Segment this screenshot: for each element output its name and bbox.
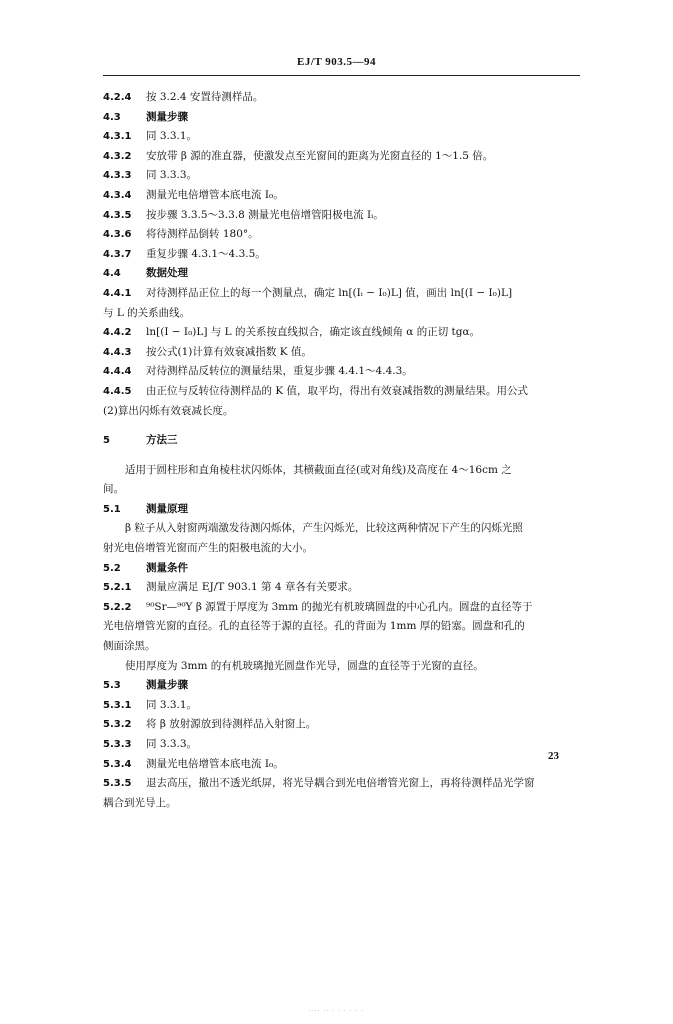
clause-text: 与 L 的关系曲线。 — [103, 306, 191, 319]
text-line — [103, 539, 581, 559]
clause-text: (2)算出闪烁有效衰减长度。 — [103, 404, 234, 417]
clause-text: 同 3.3.1。 — [146, 130, 198, 143]
document-body — [103, 88, 581, 813]
clause-text: 测量应满足 EJ/T 903.1 第 4 章各有关要求。 — [146, 581, 359, 594]
text-line — [103, 147, 581, 167]
text-line — [103, 402, 581, 422]
clause-number: 5.3 — [103, 680, 121, 692]
clause-number: 4.4.5 — [103, 385, 132, 397]
heading-text: 方法三 — [146, 434, 178, 447]
clause-text: 使用厚度为 3mm 的有机玻璃抛光圆盘作光导，圆盘的直径等于光窗的直径。 — [125, 659, 484, 672]
text-line — [103, 598, 581, 618]
text-line — [103, 519, 581, 539]
text-line — [103, 794, 581, 814]
clause-number: 4.3.1 — [103, 131, 132, 143]
clause-number: 4.3.6 — [103, 229, 132, 241]
section-heading — [103, 108, 581, 128]
clause-number: 4.4.4 — [103, 366, 132, 378]
clause-number: 5.3.1 — [103, 699, 132, 711]
text-line — [103, 617, 581, 637]
heading-text: 测量原理 — [146, 502, 188, 515]
footer-mark: ···· ·· · · · · · · — [308, 1008, 365, 1015]
text-line — [103, 657, 581, 677]
page-number: 23 — [548, 750, 559, 762]
text-line — [103, 206, 581, 226]
clause-text: 耦合到光导上。 — [103, 796, 177, 809]
section-heading — [103, 500, 581, 520]
clause-number: 4.2.4 — [103, 92, 132, 103]
clause-number: 5.3.4 — [103, 758, 132, 770]
text-line — [103, 480, 581, 500]
text-line — [103, 774, 581, 794]
page-header: EJ/T 903.5—94 — [296, 56, 377, 68]
clause-number: 5.3.2 — [103, 719, 132, 731]
clause-text: β 粒子从入射窗两端激发待测闪烁体，产生闪烁光，比较这两种情况下产生的闪烁光照 — [125, 522, 523, 535]
text-line — [103, 461, 581, 481]
text-line — [103, 323, 581, 343]
clause-number: 4.3.5 — [103, 209, 132, 221]
clause-number: 4.3 — [103, 111, 121, 123]
text-line — [103, 637, 581, 657]
clause-number: 5.2 — [103, 562, 121, 574]
heading-text: 测量步骤 — [146, 110, 188, 123]
clause-number: 4.4.1 — [103, 287, 132, 299]
clause-number: 4.4 — [103, 268, 121, 280]
clause-number: 4.3.3 — [103, 170, 132, 182]
clause-text: 间。 — [103, 483, 124, 496]
clause-number: 5.3.5 — [103, 778, 132, 790]
clause-text: 将 β 放射源放到待测样品入射窗上。 — [146, 718, 317, 731]
clause-text: 按步骤 3.3.5～3.3.8 测量光电倍增管阳极电流 Iᵢ。 — [146, 208, 384, 221]
section-heading — [103, 431, 581, 451]
clause-text: 适用于圆柱形和直角棱柱状闪烁体，其横截面直径(或对角线)及高度在 4～16cm 之 — [125, 463, 512, 476]
clause-number: 4.3.7 — [103, 248, 132, 260]
clause-number: 5.1 — [103, 503, 121, 515]
text-line — [103, 284, 581, 304]
clause-number: 4.3.4 — [103, 189, 132, 201]
clause-number: 5.3.3 — [103, 739, 132, 750]
clause-text: 测量光电倍增管本底电流 I₀。 — [146, 188, 284, 201]
clause-text: 对待测样品反转位的测量结果，重复步骤 4.4.1～4.4.3。 — [146, 365, 413, 378]
text-line — [103, 343, 581, 363]
clause-text: 同 3.3.1。 — [146, 698, 198, 711]
text-line — [103, 225, 581, 245]
clause-text: 按 3.2.4 安置待测样品。 — [146, 91, 264, 103]
text-line — [103, 88, 581, 108]
text-line — [103, 735, 581, 755]
text-line — [103, 362, 581, 382]
clause-text: ln[(I − I₀)L] 与 L 的关系按直线拟合，确定该直线倾角 α 的正切 tgα。 — [146, 326, 481, 339]
clause-text: 侧面涂黑。 — [103, 640, 156, 653]
clause-number: 5 — [103, 435, 110, 447]
clause-text: 射光电倍增管光窗而产生的阳极电流的大小。 — [103, 542, 313, 555]
header-rule — [103, 75, 580, 76]
text-line — [103, 186, 581, 206]
clause-text: 测量光电倍增管本底电流 I₀。 — [146, 757, 284, 770]
section-gap — [103, 421, 581, 431]
clause-text: 重复步骤 4.3.1～4.3.5。 — [146, 247, 266, 260]
heading-text: 数据处理 — [146, 267, 188, 280]
section-heading — [103, 264, 581, 284]
text-line — [103, 166, 581, 186]
clause-text: 同 3.3.3。 — [146, 738, 198, 750]
clause-text: ⁹⁰Sr—⁹⁰Y β 源置于厚度为 3mm 的抛光有机玻璃圆盘的中心孔内。圆盘的直径等于 — [146, 600, 533, 613]
section-heading — [103, 676, 581, 696]
text-line — [103, 127, 581, 147]
clause-number: 4.4.2 — [103, 327, 132, 339]
clause-number: 5.2.2 — [103, 601, 132, 613]
text-line — [103, 304, 581, 324]
text-line — [103, 755, 581, 775]
clause-number: 5.2.1 — [103, 582, 132, 594]
heading-text: 测量步骤 — [146, 679, 188, 692]
clause-text: 将待测样品倒转 180°。 — [146, 228, 259, 241]
clause-number: 4.4.3 — [103, 346, 132, 358]
clause-number: 4.3.2 — [103, 150, 132, 162]
clause-text: 安放带 β 源的准直器，使激发点至光窗间的距离为光窗直径的 1～1.5 倍。 — [146, 149, 494, 162]
clause-text: 光电倍增管光窗的直径。孔的直径等于源的直径。孔的背面为 1mm 厚的铅塞。圆盘和孔的 — [103, 620, 525, 633]
text-line — [103, 715, 581, 735]
clause-text: 对待测样品正位上的每一个测量点，确定 ln[(Iᵢ − I₀)L] 值，画出 ln[(I − I₀)L] — [146, 286, 513, 299]
text-line — [103, 578, 581, 598]
heading-text: 测量条件 — [146, 561, 188, 574]
text-line — [103, 696, 581, 716]
text-line — [103, 245, 581, 265]
section-gap — [103, 451, 581, 461]
section-heading — [103, 559, 581, 579]
clause-text: 按公式(1)计算有效衰减指数 K 值。 — [146, 345, 312, 358]
clause-text: 同 3.3.3。 — [146, 169, 198, 182]
clause-text: 退去高压，撤出不透光纸屏，将光导耦合到光电倍增管光窗上，再将待测样品光学窗 — [146, 777, 535, 790]
clause-text: 由正位与反转位待测样品的 K 值，取平均，得出有效衰减指数的测量结果。用公式 — [146, 384, 529, 397]
text-line — [103, 382, 581, 402]
